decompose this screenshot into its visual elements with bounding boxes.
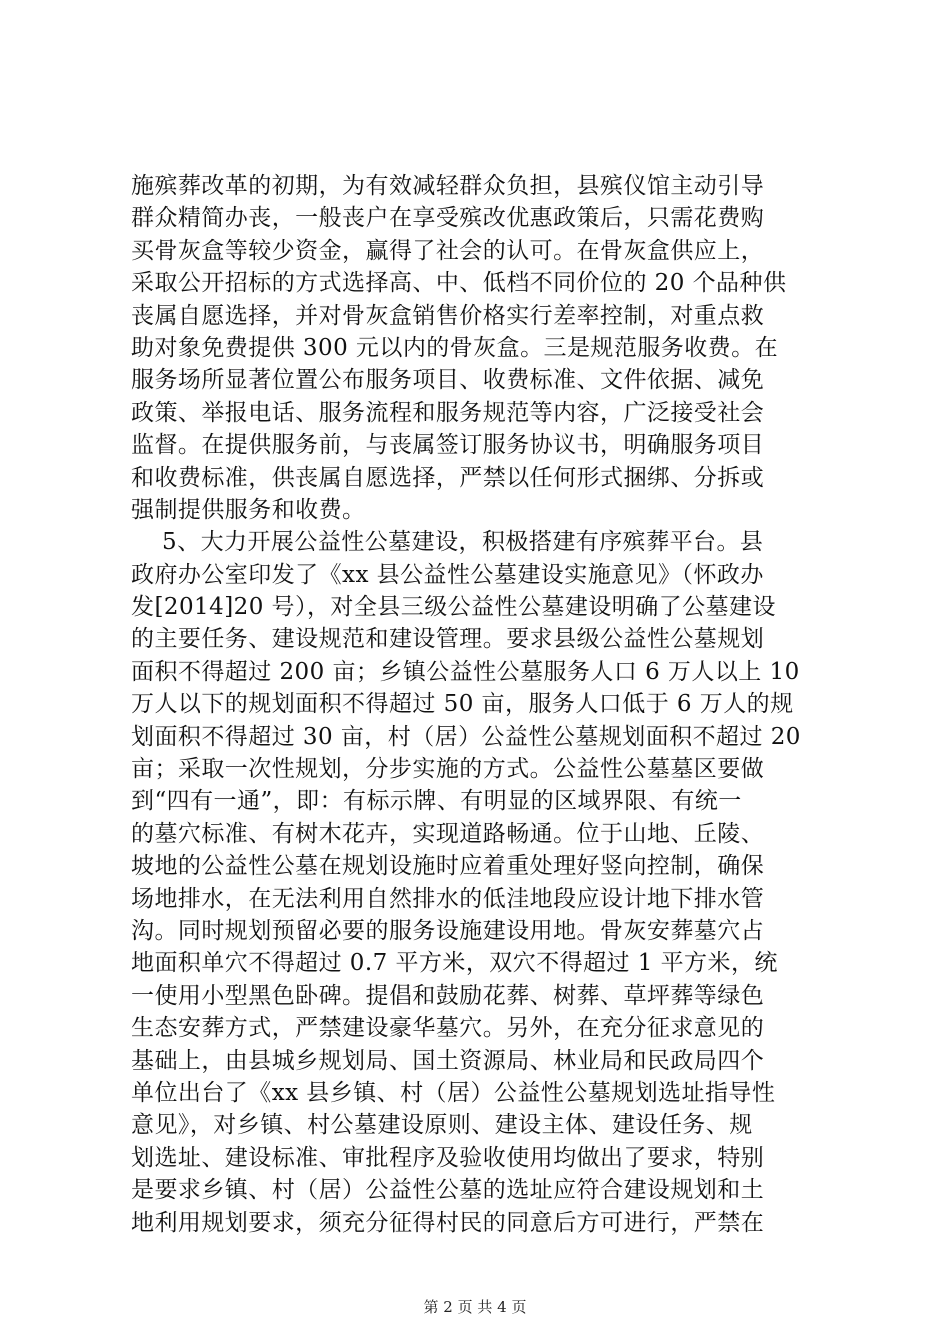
text-line: 买骨灰盒等较少资金，赢得了社会的认可。在骨灰盒供应上， (131, 237, 765, 264)
text-line: 地面积单穴不得超过 0.7 平方米，双穴不得超过 1 平方米，统 (131, 950, 778, 977)
text-line: 万人以下的规划面积不得超过 50 亩，服务人口低于 6 万人的规 (131, 691, 794, 718)
text-line: 划面积不得超过 30 亩，村（居）公益性公墓规划面积不超过 20 (131, 723, 801, 750)
text-line: 发[2014]20 号），对全县三级公益性公墓建设明确了公墓建设 (131, 594, 776, 621)
text-line: 群众精简办丧，一般丧户在享受殡改优惠政策后，只需花费购 (131, 205, 765, 232)
text-line: 一使用小型黑色卧碑。提倡和鼓励花葬、树葬、草坪葬等绿色 (131, 982, 765, 1009)
text-line: 地利用规划要求，须充分征得村民的同意后方可进行，严禁在 (131, 1209, 765, 1236)
text-line: 助对象免费提供 300 元以内的骨灰盒。三是规范服务收费。在 (131, 334, 779, 361)
text-line: 政府办公室印发了《xx 县公益性公墓建设实施意见》（怀政办 (131, 561, 764, 588)
text-line: 和收费标准，供丧属自愿选择，严禁以任何形式捆绑、分拆或 (131, 464, 765, 491)
text-line: 施殡葬改革的初期，为有效减轻群众负担，县殡仪馆主动引导 (131, 173, 765, 199)
text-line: 的主要任务、建设规范和建设管理。要求县级公益性公墓规划 (131, 626, 765, 653)
text-line: 划选址、建设标准、审批程序及验收使用均做出了要求，特别 (131, 1144, 765, 1171)
text-line: 强制提供服务和收费。 (131, 496, 366, 523)
text-line: 亩；采取一次性规划，分步实施的方式。公益性公墓墓区要做 (131, 756, 765, 783)
text-line: 政策、举报电话、服务流程和服务规范等内容，广泛接受社会 (131, 399, 765, 426)
text-line: 意见》，对乡镇、村公墓建设原则、建设主体、建设任务、规 (131, 1112, 753, 1139)
text-line: 坡地的公益性公墓在规划设施时应着重处理好竖向控制，确保 (131, 853, 765, 880)
text-line: 丧属自愿选择，并对骨灰盒销售价格实行差率控制，对重点救 (131, 302, 765, 329)
text-line: 是要求乡镇、村（居）公益性公墓的选址应符合建设规划和土 (131, 1177, 765, 1204)
text-line: 到“四有一通”，即：有标示牌、有明显的区域界限、有统一 (131, 788, 742, 815)
text-line: 服务场所显著位置公布服务项目、收费标准、文件依据、减免 (131, 367, 765, 394)
text-line: 的墓穴标准、有树木花卉，实现道路畅通。位于山地、丘陵、 (131, 820, 765, 847)
body-text (131, 170, 851, 1239)
page-footer: 第 2 页 共 4 页 (423, 1298, 527, 1316)
text-line: 面积不得超过 200 亩；乡镇公益性公墓服务人口 6 万人以上 10 (131, 658, 800, 685)
text-line: 基础上，由县城乡规划局、国土资源局、林业局和民政局四个 (131, 1047, 765, 1074)
text-line: 沟。同时规划预留必要的服务设施建设用地。骨灰安葬墓穴占 (131, 917, 765, 944)
text-line: 监督。在提供服务前，与丧属签订服务协议书，明确服务项目 (131, 432, 765, 459)
text-line: 场地排水，在无法利用自然排水的低洼地段应设计地下排水管 (131, 885, 765, 912)
text-line: 生态安葬方式，严禁建设豪华墓穴。另外，在充分征求意见的 (131, 1015, 765, 1042)
text-line: 5、大力开展公益性公墓建设，积极搭建有序殡葬平台。县 (131, 529, 764, 556)
text-line: 单位出台了《xx 县乡镇、村（居）公益性公墓规划选址指导性 (131, 1079, 776, 1106)
text-line: 采取公开招标的方式选择高、中、低档不同价位的 20 个品种供 (131, 270, 787, 297)
